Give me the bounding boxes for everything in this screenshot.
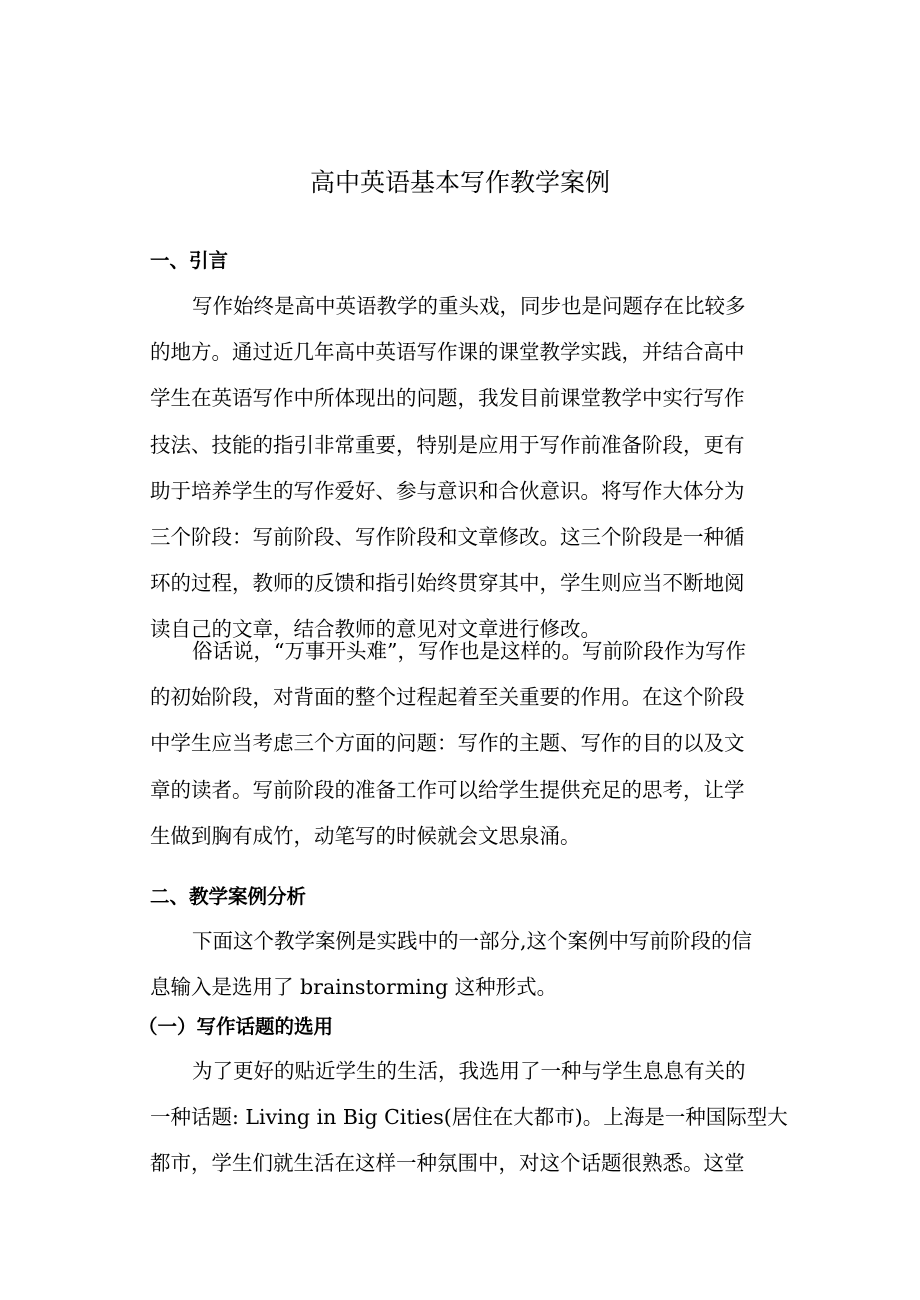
subsection-heading-topic-selection: （一）写作话题的选用 xyxy=(138,1015,334,1038)
paragraph-introduction-1 xyxy=(150,283,772,653)
text-line: 俗话说，“万事开头难”，写作也是这样的。写前阶段作为写作 xyxy=(192,639,746,663)
text-line: 助于培养学生的写作爱好、参与意识和合伙意识。将写作大体分为 xyxy=(150,478,745,503)
document-title: 高中英语基本写作教学案例 xyxy=(309,168,610,197)
text-line: 三个阶段：写前阶段、写作阶段和文章修改。这三个阶段是一种循 xyxy=(150,524,745,549)
text-line: 的地方。通过近几年高中英语写作课的课堂教学实践，并结合高中 xyxy=(150,340,745,365)
text-line: 都市，学生们就生活在这样一种氛围中，对这个话题很熟悉。这堂 xyxy=(150,1151,745,1176)
text-line: 写作始终是高中英语教学的重头戏，同步也是问题存在比较多 xyxy=(192,294,746,318)
paragraph-case-analysis-1 xyxy=(150,918,772,1010)
text-line: 的初始阶段，对背面的整个过程起着至关重要的作用。在这个阶段 xyxy=(150,685,745,710)
text-line: 学生在英语写作中所体现出的问题，我发目前课堂教学中实行写作 xyxy=(150,386,745,411)
text-line: 章的读者。写前阶段的准备工作可以给学生提供充足的思考，让学 xyxy=(150,777,745,802)
text-line: 为了更好的贴近学生的生活，我选用了一种与学生息息有关的 xyxy=(192,1059,746,1083)
text-line: 息输入是选用了 brainstorming 这种形式。 xyxy=(150,975,558,1000)
paragraph-introduction-2 xyxy=(150,628,772,859)
text-line: 中学生应当考虑三个方面的问题：写作的主题、写作的目的以及文 xyxy=(150,731,745,756)
section-heading-case-analysis: 二、教学案例分析 xyxy=(150,885,307,908)
text-line: 技法、技能的指引非常重要，特别是应用于写作前准备阶段，更有 xyxy=(150,432,745,457)
text-line: 生做到胸有成竹，动笔写的时候就会文思泉涌。 xyxy=(150,823,581,848)
text-line: 下面这个教学案例是实践中的一部分,这个案例中写前阶段的信 xyxy=(192,929,753,953)
text-line: 一种话题: Living in Big Cities(居住在大都市)。上海是一种国际型大 xyxy=(150,1105,788,1130)
section-heading-introduction: 一、引言 xyxy=(150,249,229,272)
paragraph-topic-selection xyxy=(150,1048,788,1187)
text-line: 环的过程，教师的反馈和指引始终贯穿其中，学生则应当不断地阅 xyxy=(150,571,745,596)
text-line: 读自己的文章，结合教师的意见对文章进行修改。 xyxy=(150,617,601,642)
